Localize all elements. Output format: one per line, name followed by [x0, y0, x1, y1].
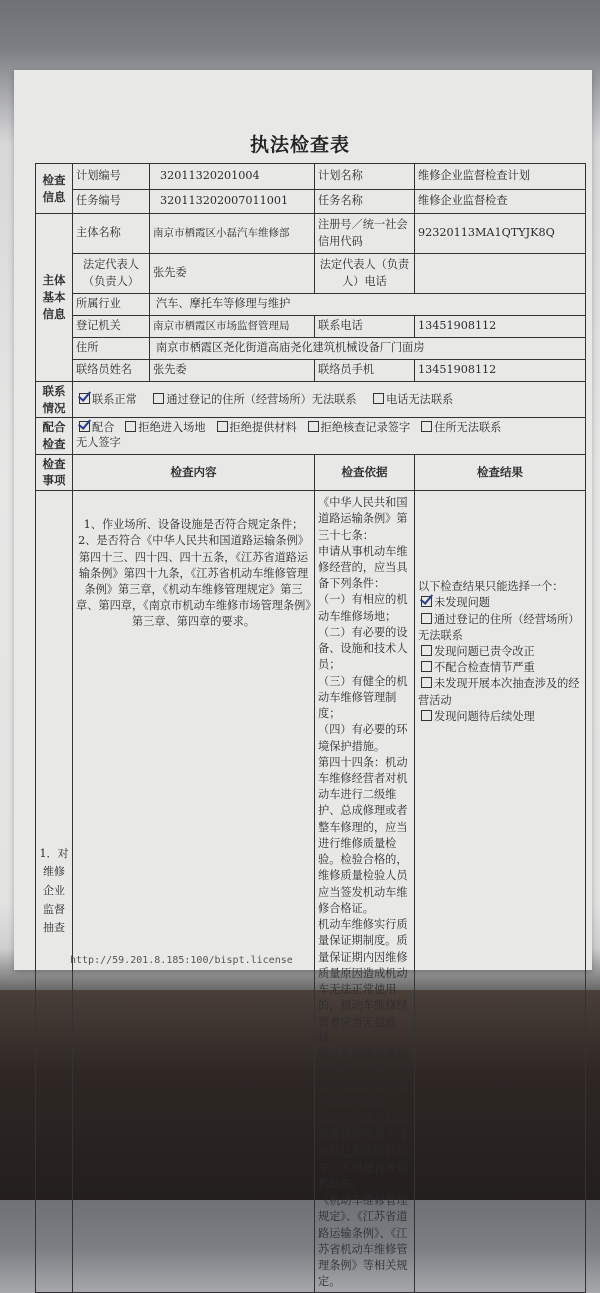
contact-phone-label: 联系电话	[315, 316, 415, 338]
coop-option-cooperate[interactable]: 配合	[76, 421, 114, 434]
contact-option-normal[interactable]: 联系正常	[76, 393, 137, 406]
checkbox-icon[interactable]	[153, 393, 164, 404]
basis-line: （二）有必要的设备、设施和技术人员；	[318, 625, 408, 672]
result-option-address-unreachable[interactable]: 通过登记的住所（经营场所）无法联系	[418, 612, 580, 642]
checkbox-icon[interactable]	[79, 393, 90, 404]
contact-phone-value: 13451908112	[415, 316, 586, 338]
result-option-no-issue[interactable]: 未发现问题	[418, 595, 582, 611]
checkbox-icon[interactable]	[421, 645, 432, 656]
credit-code-value: 92320113MA1QTYJK8Q	[415, 214, 586, 254]
content-line-2: 2、是否符合《中华人民共和国道路运输条例》第四十三、四十四、四十五条，《江苏省道路运输条例》第四十九条，《江苏省机动车维修管理条例》第三章，《机动车维修管理规定》第三章、第四章，《南京市机动车维修市场管理条例》第三章、第四章的要求。	[76, 534, 311, 629]
checkbox-icon[interactable]	[125, 421, 136, 432]
contact-status-label: 联系情况	[36, 382, 73, 418]
entity-name-label: 主体名称	[73, 214, 150, 254]
liaison-value: 张先委	[150, 360, 315, 382]
inspection-content	[73, 491, 315, 1292]
basis-line: 《中华人民共和国道路运输条例》第三十七条：	[318, 496, 408, 542]
basis-line: 第四十六条：机动车维修经营者不得承修已报废的机动车，不得擅自改装机动车。	[318, 1112, 408, 1191]
entity-name-value: 南京市栖霞区小磊汽车维修部	[150, 214, 315, 254]
inspection-item: 1．对维修企业监督抽查	[36, 491, 73, 1292]
rep-value: 张先委	[150, 254, 315, 294]
basis-header: 检查依据	[315, 454, 415, 490]
coop-option-refuse-entry[interactable]: 拒绝进入场地	[122, 421, 205, 434]
task-name-value: 维修企业监督检查	[415, 190, 586, 214]
liaison-label: 联络员姓名	[73, 360, 150, 382]
plan-no-value: 32011320201004	[150, 164, 315, 190]
address-value: 南京市栖霞区尧化街道高庙尧化建筑机械设备厂门面房	[150, 338, 586, 360]
industry-value: 汽车、摩托车等修理与维护	[150, 294, 586, 316]
basis-line: 第四十四条：机动车维修经营者对机动车进行二级维护、总成修理或者整车修理的，应当进行维修质量检验。检验合格的，维修质量检验人员应当签发机动车维修合格证。	[318, 755, 408, 915]
plan-no-label: 计划编号	[73, 164, 150, 190]
subject-info-label: 主体基本信息	[36, 214, 73, 382]
contact-status-options	[73, 382, 586, 418]
basis-line: （三）有健全的机动车维修管理制度；	[318, 674, 408, 721]
checkbox-icon[interactable]	[421, 661, 432, 672]
basis-line: 《机动车维修管理规定》、《江苏省道路运输条例》、《江苏省机动车维修管理条例》等相关规定。	[318, 1194, 408, 1289]
result-option-ordered-correction[interactable]: 发现问题已责令改正	[418, 644, 582, 660]
credit-code-label: 注册号／统一社会信用代码	[315, 214, 415, 254]
checkbox-icon[interactable]	[308, 421, 319, 432]
result-option-no-activity[interactable]: 未发现开展本次抽查涉及的经营活动	[418, 677, 580, 707]
checkbox-icon[interactable]	[217, 421, 228, 432]
checkbox-icon[interactable]	[421, 613, 432, 624]
rep-phone-value	[415, 254, 586, 294]
inspection-basis	[315, 491, 415, 1292]
coop-option-address-unreachable[interactable]: 住所无法联系	[418, 421, 501, 434]
basis-line: 机动车维修质量保证期制度的具体办法，由国务院交通主管部门制定。	[318, 1048, 408, 1110]
result-option-pending[interactable]: 发现问题待后续处理	[418, 709, 582, 725]
contact-option-phone-unreachable[interactable]: 电话无法联系	[370, 393, 453, 406]
inspection-result	[415, 491, 586, 1292]
task-no-value: 320113202007011001	[150, 190, 315, 214]
result-intro: 以下检查结果只能选择一个：	[418, 580, 564, 594]
checkbox-icon[interactable]	[421, 710, 432, 721]
rep-phone-label: 法定代表人（负责人）电话	[315, 254, 415, 294]
basis-line: （四）有必要的环境保护措施。	[318, 723, 408, 753]
plan-name-label: 计划名称	[315, 164, 415, 190]
result-option-non-cooperation[interactable]: 不配合检查情节严重	[418, 660, 582, 676]
checkbox-icon[interactable]	[421, 421, 432, 432]
basis-line: （一）有相应的机动车维修场地；	[318, 593, 408, 623]
coop-option-refuse-sign[interactable]: 拒绝核查记录签字	[305, 421, 411, 434]
liaison-mobile-value: 13451908112	[415, 360, 586, 382]
checkbox-icon[interactable]	[79, 421, 90, 432]
task-no-label: 任务编号	[73, 190, 150, 214]
rep-label: 法定代表人（负责人）	[73, 254, 150, 294]
coop-option-no-signature: 无人签字	[76, 436, 121, 450]
checkbox-icon[interactable]	[373, 393, 384, 404]
inspection-table	[35, 163, 586, 1293]
liaison-mobile-label: 联络员手机	[315, 360, 415, 382]
task-name-label: 任务名称	[315, 190, 415, 214]
document-title: 执法检查表	[249, 134, 350, 156]
checkbox-icon[interactable]	[421, 596, 432, 607]
footer-url: http://59.201.8.185:100/bispt.license	[70, 955, 293, 966]
result-header: 检查结果	[415, 454, 586, 490]
item-header: 检查事项	[36, 454, 73, 490]
cooperation-options	[73, 418, 586, 454]
basis-line: 机动车维修实行质量保证期制度。质量保证期内因维修质量原因造成机动车无法正常使用的，机动车维修经营者应当无偿返修。	[318, 918, 408, 1045]
address-label: 住所	[73, 338, 150, 360]
plan-name-value: 维修企业监督检查计划	[415, 164, 586, 190]
content-line-1: 1、作业场所、设备设施是否符合规定条件；	[83, 518, 304, 532]
cooperation-label: 配合检查	[36, 418, 73, 454]
coop-option-refuse-materials[interactable]: 拒绝提供材料	[214, 421, 297, 434]
industry-label: 所属行业	[73, 294, 150, 316]
check-info-label: 检查信息	[36, 164, 73, 214]
reg-org-value: 南京市栖霞区市场监督管理局	[150, 316, 315, 338]
contact-option-address-unreachable[interactable]: 通过登记的住所（经营场所）无法联系	[150, 393, 356, 406]
basis-line: 申请从事机动车维修经营的，应当具备下列条件：	[318, 544, 408, 591]
reg-org-label: 登记机关	[73, 316, 150, 338]
checkbox-icon[interactable]	[421, 677, 432, 688]
content-header: 检查内容	[73, 454, 315, 490]
